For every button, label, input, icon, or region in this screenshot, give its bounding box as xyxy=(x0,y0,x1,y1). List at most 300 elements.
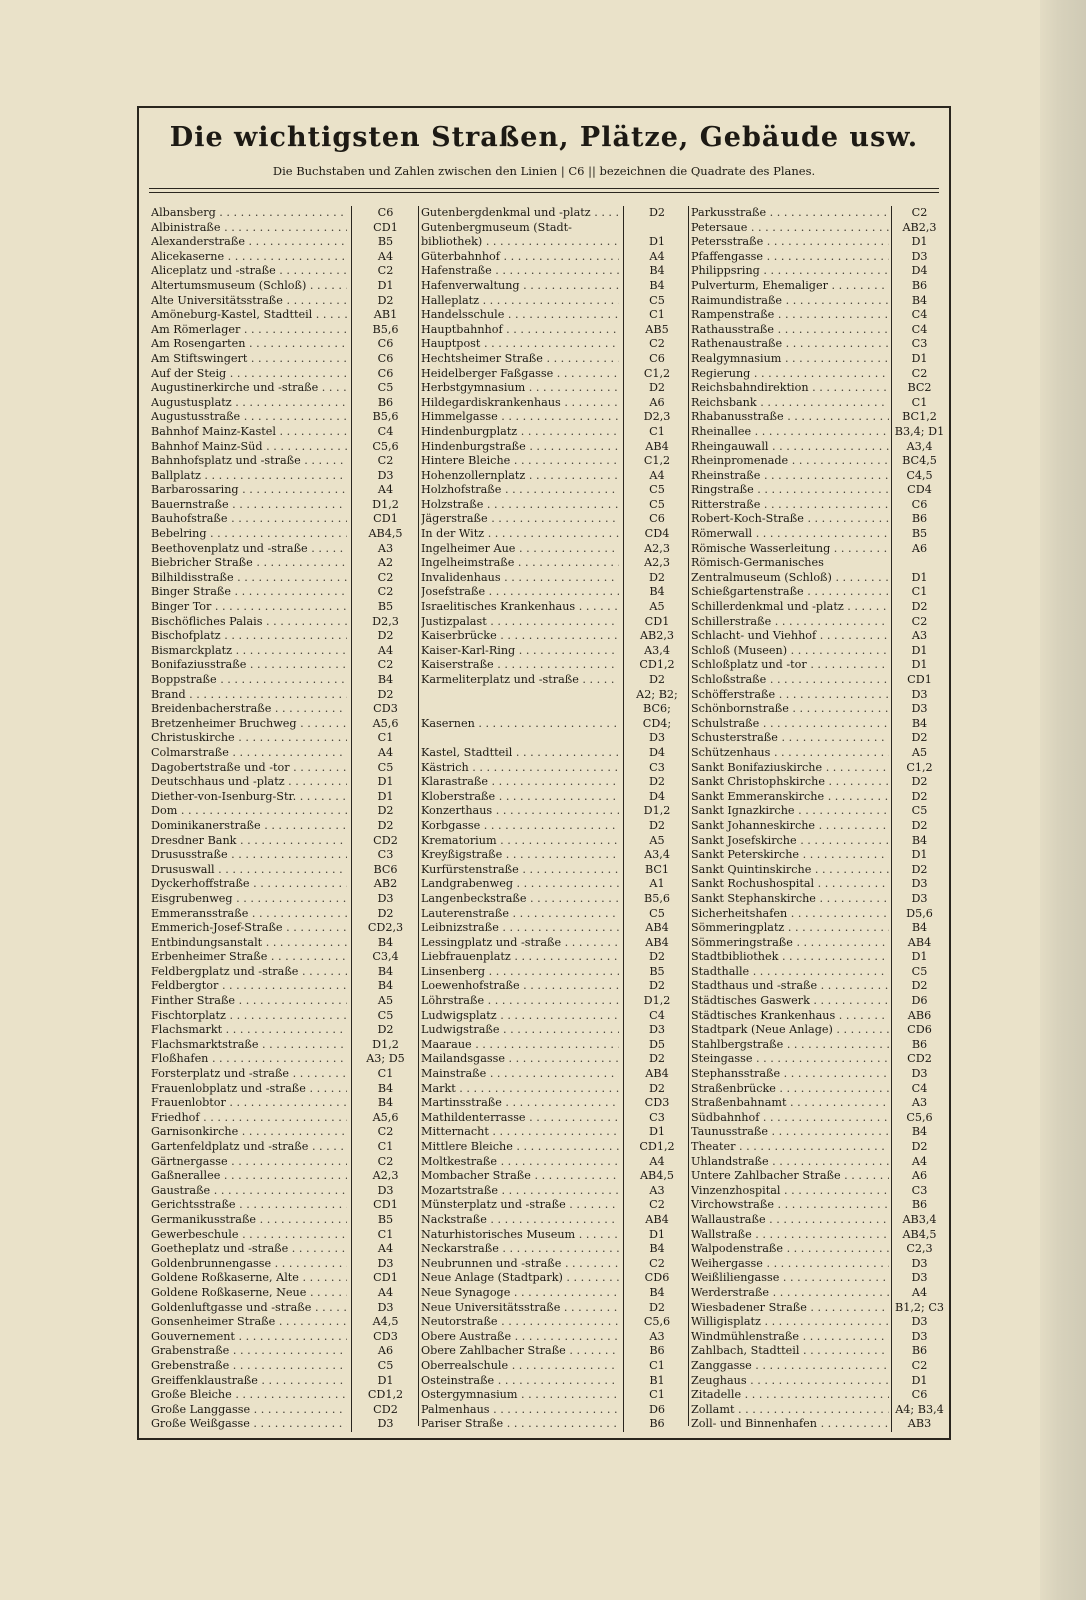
entry-name: Bismarckplatz . . . xyxy=(151,644,347,659)
entry-grid-code: D2 xyxy=(623,1082,690,1097)
index-entry xyxy=(149,629,418,644)
index-entry xyxy=(419,921,689,936)
entry-name: Floßhafen . . . xyxy=(151,1052,347,1067)
entry-name: Amöneburg-Kastel, Stadtteil . . . xyxy=(151,308,347,323)
index-entry xyxy=(689,556,946,571)
index-entry xyxy=(419,1067,689,1082)
entry-grid-code: A4 xyxy=(351,250,419,265)
entry-grid-code: D2 xyxy=(623,819,690,834)
entry-name: Stadtbibliothek . . . xyxy=(691,950,889,965)
entry-name: Grabenstraße . . . xyxy=(151,1344,347,1359)
entry-grid-code: CD2 xyxy=(891,1052,947,1067)
index-entry xyxy=(149,1111,418,1126)
entry-name: Rampenstraße . . . xyxy=(691,308,889,323)
index-entry xyxy=(419,877,689,892)
entry-name: Südbahnhof . . . xyxy=(691,1111,889,1126)
index-entry xyxy=(149,294,418,309)
entry-name: Hohenzollernplatz . . . xyxy=(421,469,619,484)
index-entry xyxy=(419,834,689,849)
entry-name: Regierung . . . xyxy=(691,367,889,382)
index-entry xyxy=(419,673,689,688)
index-entry xyxy=(689,235,946,250)
entry-grid-code: A6 xyxy=(891,1169,947,1184)
index-entry xyxy=(689,221,946,236)
entry-grid-code: D1 xyxy=(891,950,947,965)
entry-name: Neue Universitätsstraße . . . xyxy=(421,1301,619,1316)
index-entry xyxy=(149,1286,418,1301)
index-entry xyxy=(149,877,418,892)
entry-name: Hauptbahnhof . . . xyxy=(421,323,619,338)
entry-grid-code: C4 xyxy=(623,1009,690,1024)
entry-name: Schloßplatz und -tor . . . xyxy=(691,658,889,673)
entry-grid-code: C5 xyxy=(623,498,690,513)
entry-name: Neckarstraße . . . xyxy=(421,1242,619,1257)
index-entry xyxy=(419,658,689,673)
index-entry xyxy=(149,950,418,965)
index-entry xyxy=(419,221,689,236)
entry-grid-code: AB6 xyxy=(891,1009,947,1024)
entry-grid-code: D3 xyxy=(891,892,947,907)
entry-grid-code: BC4,5 xyxy=(891,454,947,469)
index-entry xyxy=(689,352,946,367)
entry-name: Goldenbrunnengasse . . . xyxy=(151,1257,347,1272)
entry-name: Aliceplatz und -straße . . . xyxy=(151,264,347,279)
index-entry xyxy=(689,1344,946,1359)
index-entry xyxy=(689,425,946,440)
index-entry xyxy=(149,848,418,863)
entry-grid-code: D1 xyxy=(351,775,419,790)
entry-name: Goldene Roßkaserne, Neue . . . xyxy=(151,1286,347,1301)
index-entry xyxy=(149,308,418,323)
entry-grid-code: C1 xyxy=(351,731,419,746)
entry-grid-code: A4 xyxy=(623,1155,690,1170)
entry-name: Gärtnergasse . . . xyxy=(151,1155,347,1170)
entry-name: Augustusplatz . . . xyxy=(151,396,347,411)
index-entry xyxy=(419,294,689,309)
entry-grid-code: D2 xyxy=(351,1023,419,1038)
entry-name: Realgymnasium . . . xyxy=(691,352,889,367)
header-rule-top xyxy=(149,188,939,189)
index-entry xyxy=(149,1271,418,1286)
entry-grid-code: D2,3 xyxy=(623,410,690,425)
entry-grid-code: B4 xyxy=(891,921,947,936)
entry-grid-code: C1 xyxy=(623,1359,690,1374)
entry-name: Gartenfeldplatz und -straße . . . xyxy=(151,1140,347,1155)
entry-grid-code: D2 xyxy=(891,863,947,878)
index-entry xyxy=(149,440,418,455)
index-entry xyxy=(689,250,946,265)
entry-name: Sankt Peterskirche . . . xyxy=(691,848,889,863)
entry-grid-code: D3 xyxy=(351,1417,419,1432)
entry-grid-code: C4 xyxy=(891,323,947,338)
entry-name: Bahnhof Mainz-Süd . . . xyxy=(151,440,347,455)
entry-name: Breidenbacherstraße . . . xyxy=(151,702,347,717)
index-entry xyxy=(149,337,418,352)
entry-grid-code: D1 xyxy=(351,790,419,805)
entry-grid-code: B5,6 xyxy=(351,410,419,425)
entry-name: Neue Anlage (Stadtpark) . . . xyxy=(421,1271,619,1286)
index-entry xyxy=(689,658,946,673)
index-entry xyxy=(419,1286,689,1301)
entry-name: Greiffenklaustraße . . . xyxy=(151,1374,347,1389)
entry-name: Loewenhofstraße . . . xyxy=(421,979,619,994)
index-entry xyxy=(149,994,418,1009)
entry-grid-code: AB4,5 xyxy=(623,1169,690,1184)
index-entry xyxy=(689,804,946,819)
entry-name: Parkusstraße . . . xyxy=(691,206,889,221)
entry-grid-code: C5 xyxy=(623,907,690,922)
index-entry xyxy=(149,483,418,498)
entry-name: Schloßstraße . . . xyxy=(691,673,889,688)
entry-grid-code: A4,5 xyxy=(351,1315,419,1330)
entry-name: Rheingauwall . . . xyxy=(691,440,889,455)
index-entry xyxy=(419,731,689,746)
entry-name: Stadthalle . . . xyxy=(691,965,889,980)
index-entry xyxy=(149,1082,418,1097)
entry-grid-code: CD1 xyxy=(623,615,690,630)
index-entry xyxy=(689,877,946,892)
index-entry xyxy=(689,1111,946,1126)
entry-name: Eisgrubenweg . . . xyxy=(151,892,347,907)
entry-name: Nackstraße . . . xyxy=(421,1213,619,1228)
entry-name: Rathausstraße . . . xyxy=(691,323,889,338)
entry-name: Dominikanerstraße . . . xyxy=(151,819,347,834)
index-entry xyxy=(149,542,418,557)
entry-name: Ludwigstraße . . . xyxy=(421,1023,619,1038)
entry-name: Sankt Johanneskirche . . . xyxy=(691,819,889,834)
entry-name: Rheinpromenade . . . xyxy=(691,454,889,469)
entry-grid-code: D1 xyxy=(891,848,947,863)
entry-grid-code: B4 xyxy=(623,585,690,600)
entry-grid-code: C2 xyxy=(891,1359,947,1374)
index-entry xyxy=(419,804,689,819)
index-entry xyxy=(419,440,689,455)
entry-grid-code: C1 xyxy=(623,1388,690,1403)
entry-grid-code: CD2 xyxy=(351,834,419,849)
entry-name: Sankt Rochushospital . . . xyxy=(691,877,889,892)
index-entry xyxy=(689,1067,946,1082)
index-entry xyxy=(149,600,418,615)
entry-grid-code: D2 xyxy=(623,775,690,790)
entry-grid-code: A5,6 xyxy=(351,717,419,732)
entry-grid-code: CD1 xyxy=(891,673,947,688)
entry-grid-code: BC6; xyxy=(623,702,690,717)
entry-grid-code: C2 xyxy=(623,1257,690,1272)
entry-grid-code: B5,6 xyxy=(351,323,419,338)
index-entry xyxy=(419,425,689,440)
entry-grid-code: D1 xyxy=(623,1228,690,1243)
entry-grid-code: D3 xyxy=(623,731,690,746)
entry-name: Pfaffengasse . . . xyxy=(691,250,889,265)
entry-name: Schützenhaus . . . xyxy=(691,746,889,761)
entry-name: Rathenaustraße . . . xyxy=(691,337,889,352)
entry-name: Römisch-Germanisches xyxy=(691,556,824,570)
index-entry xyxy=(419,1052,689,1067)
entry-grid-code: A4 xyxy=(351,746,419,761)
entry-grid-code: C2,3 xyxy=(891,1242,947,1257)
entry-name: Handelsschule . . . xyxy=(421,308,619,323)
entry-name: Lauterenstraße . . . xyxy=(421,907,619,922)
entry-grid-code: A1 xyxy=(623,877,690,892)
entry-name: Linsenberg . . . xyxy=(421,965,619,980)
index-entry xyxy=(419,483,689,498)
index-entry xyxy=(149,512,418,527)
entry-grid-code: B4 xyxy=(351,936,419,951)
index-entry xyxy=(419,1213,689,1228)
index-entry xyxy=(419,819,689,834)
entry-grid-code: C5 xyxy=(351,1009,419,1024)
index-entry xyxy=(689,1009,946,1024)
index-entry xyxy=(689,1417,946,1432)
entry-grid-code: D2 xyxy=(623,1052,690,1067)
index-entry xyxy=(149,775,418,790)
entry-grid-code: A2,3 xyxy=(623,542,690,557)
index-entry xyxy=(419,1301,689,1316)
index-entry xyxy=(419,1228,689,1243)
entry-grid-code: D2 xyxy=(891,731,947,746)
entry-name: Sankt Ignazkirche . . . xyxy=(691,804,889,819)
index-entry xyxy=(689,381,946,396)
index-entry xyxy=(419,1184,689,1199)
entry-name: Hintere Bleiche . . . xyxy=(421,454,619,469)
entry-name: Sömmeringstraße . . . xyxy=(691,936,889,951)
entry-grid-code: D1,2 xyxy=(623,994,690,1009)
index-entry xyxy=(419,848,689,863)
index-entry xyxy=(689,1140,946,1155)
index-entry xyxy=(149,1301,418,1316)
index-entry xyxy=(419,688,689,703)
entry-grid-code: C2 xyxy=(351,571,419,586)
entry-grid-code: B4 xyxy=(351,1082,419,1097)
entry-name: Deutschhaus und -platz . . . xyxy=(151,775,347,790)
index-entry xyxy=(419,761,689,776)
entry-name: Garnisonkirche . . . xyxy=(151,1125,347,1140)
index-entry xyxy=(689,1271,946,1286)
entry-name: Albinistraße . . . xyxy=(151,221,347,236)
entry-name: Dom . . . xyxy=(151,804,347,819)
entry-name: Karmeliterplatz und -straße . . . xyxy=(421,673,619,688)
entry-grid-code: D2 xyxy=(623,571,690,586)
entry-name: Raimundistraße . . . xyxy=(691,294,889,309)
entry-grid-code: AB1 xyxy=(351,308,419,323)
entry-grid-code xyxy=(891,556,947,571)
entry-grid-code: C1,2 xyxy=(891,761,947,776)
index-entry xyxy=(149,1359,418,1374)
entry-grid-code: C2 xyxy=(351,1125,419,1140)
index-entry xyxy=(149,527,418,542)
entry-name: Güterbahnhof . . . xyxy=(421,250,619,265)
entry-grid-code: A6 xyxy=(351,1344,419,1359)
entry-name: Boppstraße . . . xyxy=(151,673,347,688)
entry-name: Kreyßigstraße . . . xyxy=(421,848,619,863)
index-entry xyxy=(149,206,418,221)
index-entry xyxy=(419,1374,689,1389)
index-entry xyxy=(149,761,418,776)
entry-name: Lessingplatz und -straße . . . xyxy=(421,936,619,951)
entry-name: Sankt Quintinskirche . . . xyxy=(691,863,889,878)
entry-grid-code: B4 xyxy=(623,1242,690,1257)
index-entry xyxy=(149,615,418,630)
index-entry xyxy=(419,454,689,469)
entry-name: Schillerstraße . . . xyxy=(691,615,889,630)
index-entry xyxy=(689,483,946,498)
index-entry xyxy=(149,279,418,294)
index-entry xyxy=(149,1140,418,1155)
index-entry xyxy=(149,1198,418,1213)
entry-name: Martinsstraße . . . xyxy=(421,1096,619,1111)
entry-name: Bahnhofsplatz und -straße . . . xyxy=(151,454,347,469)
index-entry xyxy=(419,1125,689,1140)
index-entry xyxy=(419,1140,689,1155)
entry-grid-code: D1,2 xyxy=(351,1038,419,1053)
entry-name: Grebenstraße . . . xyxy=(151,1359,347,1374)
entry-name: Gonsenheimer Straße . . . xyxy=(151,1315,347,1330)
index-entry xyxy=(689,863,946,878)
index-entry xyxy=(419,308,689,323)
index-entry xyxy=(419,1082,689,1097)
entry-grid-code: C1 xyxy=(623,425,690,440)
index-entry xyxy=(689,688,946,703)
entry-name: Vinzenzhospital . . . xyxy=(691,1184,889,1199)
entry-grid-code: AB4 xyxy=(891,936,947,951)
entry-name: Gouvernement . . . xyxy=(151,1330,347,1345)
entry-grid-code: D1 xyxy=(891,658,947,673)
entry-name: Gutenbergmuseum (Stadt- xyxy=(421,220,572,234)
entry-grid-code: D3 xyxy=(351,1184,419,1199)
entry-grid-code: C2 xyxy=(351,585,419,600)
entry-name: Germanikusstraße . . . xyxy=(151,1213,347,1228)
entry-name: Löhrstraße . . . xyxy=(421,994,619,1009)
entry-name: Brand . . . xyxy=(151,688,347,703)
index-entry xyxy=(149,1344,418,1359)
index-entry xyxy=(689,454,946,469)
entry-grid-code: B4 xyxy=(351,1096,419,1111)
entry-grid-code: D1 xyxy=(623,1125,690,1140)
index-entry xyxy=(149,1374,418,1389)
entry-grid-code: A3,4 xyxy=(891,440,947,455)
entry-name: Zahlbach, Stadtteil . . . xyxy=(691,1344,889,1359)
entry-grid-code: A4 xyxy=(891,1155,947,1170)
entry-grid-code: A4 xyxy=(351,1286,419,1301)
index-column-3 xyxy=(688,206,946,1431)
index-entry xyxy=(689,1286,946,1301)
entry-grid-code: A3 xyxy=(623,1330,690,1345)
entry-name: Markt . . . xyxy=(421,1082,619,1097)
index-entry xyxy=(149,323,418,338)
entry-grid-code: A5 xyxy=(623,600,690,615)
entry-name: Goldene Roßkaserne, Alte . . . xyxy=(151,1271,347,1286)
entry-grid-code: A4 xyxy=(891,1286,947,1301)
index-entry xyxy=(689,512,946,527)
entry-name: In der Witz . . . xyxy=(421,527,619,542)
entry-grid-code: A3,4 xyxy=(623,644,690,659)
index-entry xyxy=(689,367,946,382)
entry-grid-code: C3 xyxy=(351,848,419,863)
entry-name: Reichsbank . . . xyxy=(691,396,889,411)
entry-name: Wallaustraße . . . xyxy=(691,1213,889,1228)
index-entry xyxy=(419,994,689,1009)
entry-grid-code: D2 xyxy=(623,206,690,221)
entry-grid-code: A4 xyxy=(351,483,419,498)
index-entry xyxy=(419,790,689,805)
index-entry xyxy=(419,250,689,265)
entry-name: Städtisches Krankenhaus . . . xyxy=(691,1009,889,1024)
entry-name: Friedhof . . . xyxy=(151,1111,347,1126)
entry-grid-code: D5 xyxy=(623,1038,690,1053)
entry-grid-code: AB3,4 xyxy=(891,1213,947,1228)
index-entry xyxy=(689,1184,946,1199)
index-entry xyxy=(689,921,946,936)
entry-grid-code: C5 xyxy=(351,761,419,776)
index-entry xyxy=(419,1155,689,1170)
entry-grid-code: AB5 xyxy=(623,323,690,338)
index-entry xyxy=(149,264,418,279)
entry-grid-code: A4 xyxy=(623,469,690,484)
entry-grid-code: B4 xyxy=(351,965,419,980)
entry-name: Mathildenterrasse . . . xyxy=(421,1111,619,1126)
entry-grid-code: C5 xyxy=(891,804,947,819)
entry-grid-code: CD2 xyxy=(351,1403,419,1418)
index-entry xyxy=(419,1169,689,1184)
index-entry xyxy=(689,308,946,323)
entry-name: Mozartstraße . . . xyxy=(421,1184,619,1199)
index-entry xyxy=(419,1038,689,1053)
entry-grid-code: D1,2 xyxy=(623,804,690,819)
entry-name: Kastel, Stadtteil . . . xyxy=(421,746,619,761)
entry-name: Mombacher Straße . . . xyxy=(421,1169,619,1184)
entry-name: Sömmeringplatz . . . xyxy=(691,921,889,936)
entry-name: Ritterstraße . . . xyxy=(691,498,889,513)
index-entry xyxy=(419,527,689,542)
index-entry xyxy=(419,1359,689,1374)
entry-grid-code: D3 xyxy=(891,1271,947,1286)
index-entry xyxy=(149,585,418,600)
index-entry xyxy=(689,410,946,425)
index-entry xyxy=(419,1403,689,1418)
index-entry xyxy=(689,950,946,965)
index-entry xyxy=(149,819,418,834)
index-entry xyxy=(419,235,689,250)
index-entry xyxy=(689,1257,946,1272)
index-entry xyxy=(689,600,946,615)
entry-name: Neue Synagoge . . . xyxy=(421,1286,619,1301)
entry-name: Mailandsgasse . . . xyxy=(421,1052,619,1067)
entry-grid-code: CD1,2 xyxy=(623,658,690,673)
index-entry xyxy=(149,804,418,819)
entry-grid-code: A5 xyxy=(623,834,690,849)
index-entry xyxy=(419,585,689,600)
entry-grid-code: D1,2 xyxy=(351,498,419,513)
index-entry xyxy=(149,381,418,396)
entry-name: Diether-von-Isenburg-Str. . . . xyxy=(151,790,347,805)
entry-name: Holzhofstraße . . . xyxy=(421,483,619,498)
index-entry xyxy=(149,658,418,673)
index-frame xyxy=(137,106,951,1440)
index-entry xyxy=(419,381,689,396)
entry-grid-code: D3 xyxy=(891,877,947,892)
index-entry xyxy=(419,892,689,907)
entry-name: Colmarstraße . . . xyxy=(151,746,347,761)
entry-grid-code: C1 xyxy=(891,585,947,600)
index-entry xyxy=(419,1023,689,1038)
entry-grid-code: A4 xyxy=(351,644,419,659)
entry-name: Bischöfliches Palais . . . xyxy=(151,615,347,630)
entry-name: Barbarossaring . . . xyxy=(151,483,347,498)
entry-grid-code: B5 xyxy=(623,965,690,980)
entry-name: Frauenlobtor . . . xyxy=(151,1096,347,1111)
index-entry xyxy=(689,761,946,776)
entry-name: Bischofplatz . . . xyxy=(151,629,347,644)
